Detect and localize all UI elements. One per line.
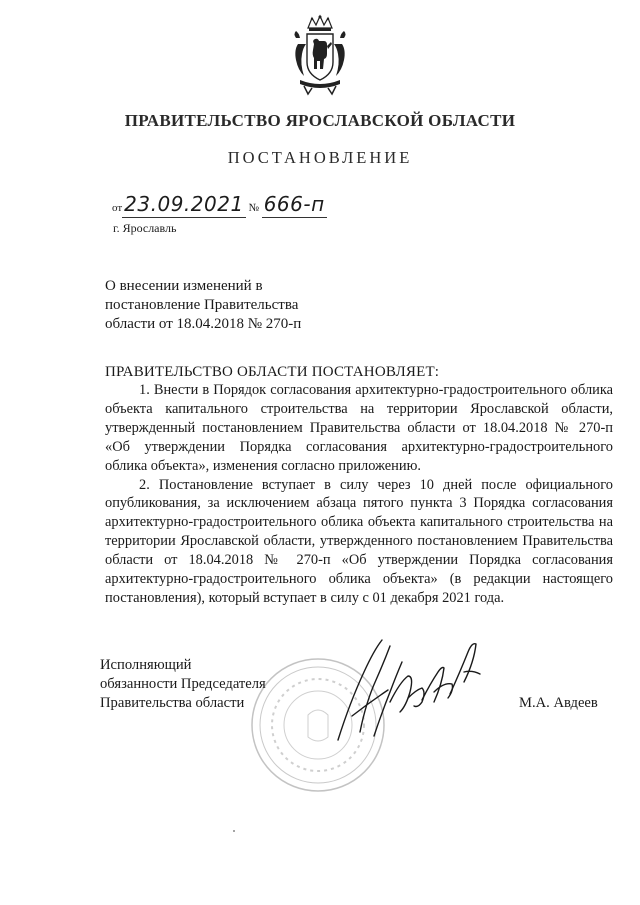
position-line: Правительства области (100, 694, 245, 711)
signatory-position (100, 656, 266, 712)
number-value: 666-п (263, 192, 325, 216)
subject-line: постановление Правительства (105, 297, 299, 313)
date-number-line (112, 192, 327, 218)
subject-line: области от 18.04.2018 № 270-п (105, 316, 302, 332)
position-line: обязанности Председателя (100, 675, 266, 692)
scan-speck (233, 830, 235, 832)
document-subject (105, 277, 301, 334)
resolution-heading: ПРАВИТЕЛЬСТВО ОБЛАСТИ ПОСТАНОВЛЯЕТ: (105, 364, 440, 380)
resolution-body (105, 381, 613, 608)
signatory-name: М.А. Авдеев (519, 695, 598, 711)
yaroslavl-coat-of-arms-icon (290, 14, 350, 96)
date-prefix: от (112, 202, 123, 214)
document-type: ПОСТАНОВЛЕНИЕ (227, 148, 413, 167)
subject-line: О внесении изменений в (105, 278, 263, 294)
government-title: ПРАВИТЕЛЬСТВО ЯРОСЛАВСКОЙ ОБЛАСТИ (124, 111, 516, 130)
paragraph-1: 1. Внести в Порядок согласования архитектурно-градостроительного облика объекта капитального строительства на территории Ярославской области, утвержденный постановлением Правительства области от 18.04.2018 № 270-п «Об утверждении Порядка согласования архитектурно-градостроительного облика объекта», изменения согласно приложению. (105, 382, 613, 474)
city: г. Ярославль (113, 221, 177, 235)
number-prefix: № (248, 202, 259, 214)
paragraph-2: 2. Постановление вступает в силу через 10 дней после официального опубликования, за исключением абзаца пятого пункта 3 Порядка согласования архитектурно-градостроительного облика объекта капитального строительства на территории Ярославской области, утвержденного постановлением Правительства области от 18.04.2018 № 270-п «Об утверждении Порядка согласования архитектурно-градостроительного облика объекта» (в редакции настоящего постановления), который вступает в силу с 01 декабря 2021 года. (105, 476, 613, 606)
date-value: 23.09.2021 (124, 192, 244, 216)
position-line: Исполняющий (100, 657, 192, 673)
handwritten-signature-icon (330, 632, 490, 747)
